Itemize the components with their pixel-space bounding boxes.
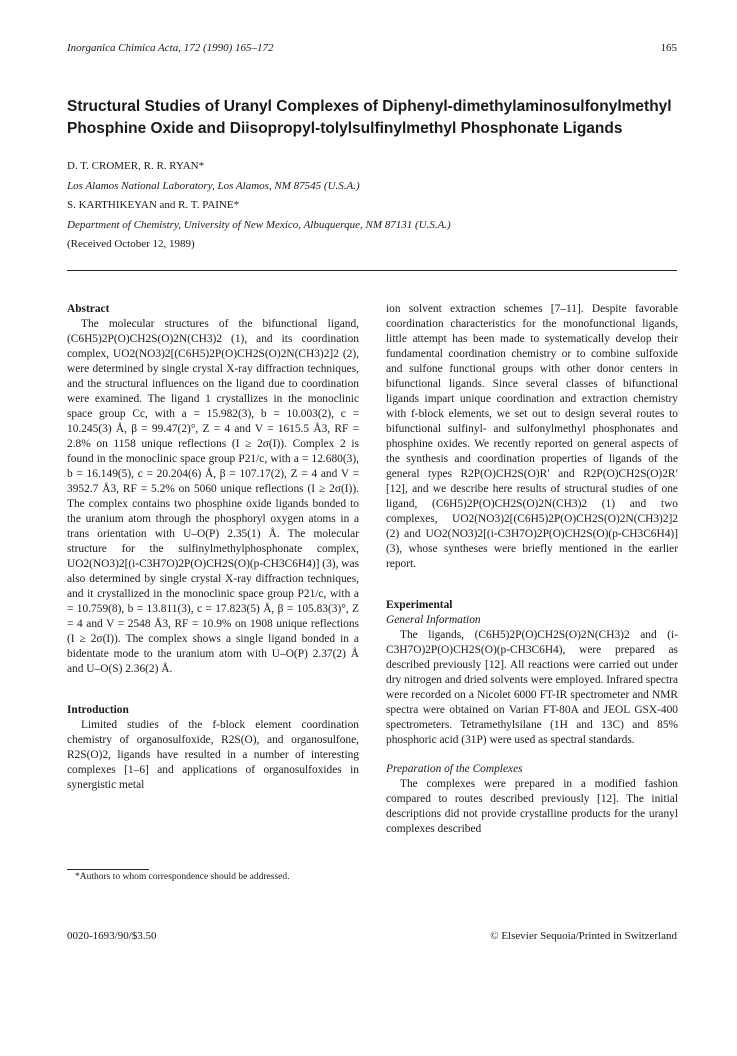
journal-header: Inorganica Chimica Acta, 172 (1990) 165–172 xyxy=(67,42,274,54)
authors-group-1: D. T. CROMER, R. R. RYAN* xyxy=(67,160,205,172)
abstract-text: The molecular structures of the bifunctional ligand, (C6H5)2P(O)CH2S(O)2N(CH3)2 (1), and its coordination complex, UO2(NO3)2[(C6H5)2P(O)CH2S(O)2N(CH3)2]2 (2), were determined by single crystal X-ray diffraction techniques, and the structural influences on the ligand due to coordination were examined. The ligand 1 crystallizes in the monoclinic space group Cc, with a = 15.982(3), b = 10.003(2), c = 10.245(3) Å, β = 99.47(2)°, Z = 4 and V = 1615.5 Å3, RF = 2.8% on 1158 unique reflections (I ≥ 2σ(I)). Complex 2 is found in the monoclinic space group P21/c, with a = 12.680(3), b = 16.149(5), c = 20.204(6) Å, β = 107.17(2), Z = 4 and V = 3952.7 Å3, RF = 5.2% on 5060 unique reflections (I ≥ 2σ(I)). The complex contains two phosphine oxide ligands bonded to the uranium atom through the phosphoryl oxygen atoms in a trans orientation with U–O(P) 2.35(1) Å. The molecular structure for the sulfinylmethylphosphonate complex, UO2(NO3)2[(i-C3H7O)2P(O)CH2S(O)(p-CH3C6H4)] (3), was also determined by single crystal X-ray diffraction techniques, and it crystallized in the monoclinic space group P21/c, with a = 10.759(8), b = 13.811(3), c = 17.823(5) Å, β = 105.83(3)°, Z = 4 and V = 2548 Å3, RF = 10.9% on 1908 unique reflections (I ≥ 2σ(I)). The complex shows a single ligand bonded in a bidentate mode to the uranium atom with U–O(P) 2.37(2) Å and U–O(S) 2.36(2) Å. xyxy=(67,318,360,675)
footnote: *Authors to whom correspondence should be addressed. xyxy=(75,872,290,882)
title-line-2: Phosphine Oxide and Diisopropyl-tolylsulfinylmethyl Phosphonate Ligands xyxy=(67,120,623,137)
article-code: 0020-1693/90/$3.50 xyxy=(67,930,157,942)
general-info-heading: General Information xyxy=(386,614,481,626)
footnote-rule xyxy=(67,869,149,870)
general-info-text: The ligands, (C6H5)2P(O)CH2S(O)2N(CH3)2 and (i-C3H7O)2P(O)CH2S(O)(p-CH3C6H4), were prepared as described previously [12]. All reactions were carried out under dry nitrogen and dried solvents were employed. Infrared spectra were recorded on a Nicolet 6000 FT-IR spectrometer and NMR spectra were obtained on Varian FT-80A and JEOL GSX-400 spectrometers. Tetramethylsilane (1H and 13C) and 85% phosphoric acid (31P) were used as spectral standards. xyxy=(386,629,678,746)
publisher-line: © Elsevier Sequoia/Printed in Switzerland xyxy=(490,930,677,942)
right-column xyxy=(386,302,678,837)
preparation-text: The complexes were prepared in a modified fashion compared to routes described previously [12]. The initial descriptions did not provide crystalline products for the uranyl complexes described xyxy=(386,778,678,835)
author-block xyxy=(67,157,687,255)
affiliation-2: Department of Chemistry, University of New Mexico, Albuquerque, NM 87131 (U.S.A.) xyxy=(67,218,451,231)
authors-group-2: S. KARTHIKEYAN and R. T. PAINE* xyxy=(67,199,240,211)
experimental-heading: Experimental xyxy=(386,599,453,611)
preparation-heading: Preparation of the Complexes xyxy=(386,763,523,775)
introduction-text-right: ion solvent extraction schemes [7–11]. Despite favorable coordination characteristics for the monofunctional ligands, little attempt has been made to systematically develop their fundamental coordination chemistry or to combine sulfoxide and sulfone functional groups with other donor centers in bifunctional ligands. Since several classes of bifunctional ligands impart unique coordination and extraction chemistry with f-block elements, we set out to design several routes to bifunctional sulfinyl- and sulfonylmethyl phosphonates and phosphine oxides. We recently reported on general aspects of the synthesis and coordination properties of ligands of the general types R2P(O)CH2S(O)R′ and R2P(O)CH2S(O)2R′ [12], and we describe here results of structural studies of one ligand, (C6H5)2P(O)CH2S(O)2N(CH3)2 (1) and two complexes, UO2(NO3)2[(C6H5)2P(O)CH2S(O)2N(CH3)2]2 (2) and UO2(NO3)2[(i-C3H7O)2P(O)CH2S(O)(p-CH3C6H4)] (3), whose syntheses were briefly mentioned in the earlier report. xyxy=(386,303,678,570)
received-date: (Received October 12, 1989) xyxy=(67,238,195,250)
introduction-text-left: Limited studies of the f-block element coordination chemistry of organosulfoxide, R2S(O), and organosulfone, R2S(O)2, ligands have resulted in a number of interesting complexes [1–6] and applications of organosulfoxides in synergistic metal xyxy=(67,719,359,791)
article-title xyxy=(67,96,677,140)
affiliation-1: Los Alamos National Laboratory, Los Alamos, NM 87545 (U.S.A.) xyxy=(67,179,360,192)
introduction-heading: Introduction xyxy=(67,704,129,716)
abstract-heading: Abstract xyxy=(67,303,110,315)
title-line-1: Structural Studies of Uranyl Complexes of Diphenyl-dimethylaminosulfonylmethyl xyxy=(67,98,672,115)
page-number: 165 xyxy=(660,42,677,54)
title-divider xyxy=(67,270,677,271)
left-column xyxy=(67,302,359,793)
